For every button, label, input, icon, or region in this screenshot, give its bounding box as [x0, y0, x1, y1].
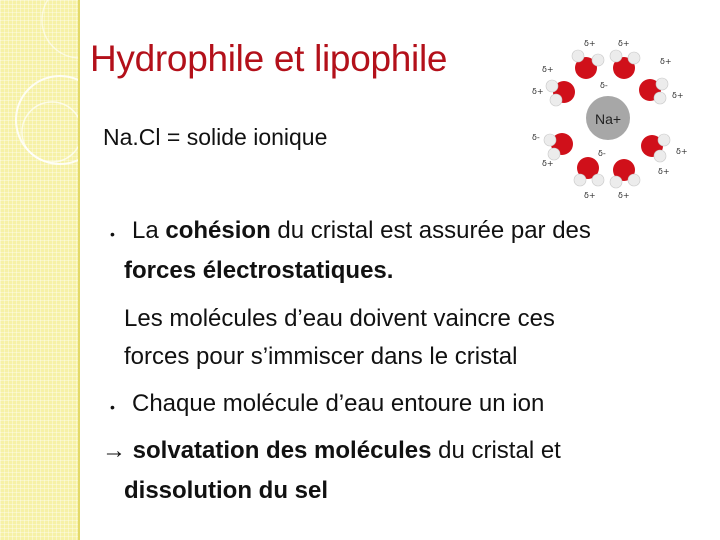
text-run: du cristal et: [431, 437, 561, 464]
text-run: La: [132, 217, 166, 244]
text-run: dissolution du sel: [124, 477, 329, 504]
delta-plus-label: δ+: [660, 57, 672, 66]
hydrogen-atom: [654, 92, 666, 104]
delta-minus-label: δ-: [600, 81, 608, 90]
delta-plus-label: δ+: [658, 167, 670, 176]
delta-plus-label: δ+: [584, 191, 596, 200]
hydrogen-atom: [592, 54, 604, 66]
hydrogen-atom: [550, 94, 562, 106]
hydrogen-atom: [628, 52, 640, 64]
hydrogen-atom: [656, 78, 668, 90]
water-molecule: [574, 157, 604, 186]
arrow-icon: →: [102, 437, 126, 464]
hydrogen-atom: [628, 174, 640, 186]
bold-term-solvation: solvatation des molécules: [132, 437, 432, 464]
sidebar-circles: [0, 0, 80, 540]
hydrogen-atom: [544, 134, 556, 146]
bold-term-cohesion: cohésion: [165, 217, 271, 244]
hydrogen-atom: [592, 174, 604, 186]
delta-plus-label: δ+: [618, 191, 630, 200]
hydrogen-atom: [546, 80, 558, 92]
ion-label: Na+: [594, 111, 622, 127]
water-molecule: [544, 133, 573, 160]
delta-plus-label: δ+: [676, 147, 688, 156]
hydrogen-atom: [574, 174, 586, 186]
water-molecule: [572, 50, 604, 79]
bold-term-dissolution: [124, 476, 328, 506]
hydrogen-atom: [572, 50, 584, 62]
hydrogen-atom: [658, 134, 670, 146]
delta-plus-label: δ+: [542, 159, 554, 168]
delta-plus-label: δ+: [584, 39, 596, 48]
hydration-diagram: [524, 28, 694, 204]
delta-plus-label: δ+: [542, 65, 554, 74]
water-molecule: [641, 134, 670, 162]
sidebar-border: [78, 0, 80, 540]
hydrogen-atom: [610, 176, 622, 188]
delta-plus-label: δ+: [618, 39, 630, 48]
paragraph-water: Les molécules d’eau doivent vaincre ces: [124, 305, 555, 332]
slide-subtitle: Na.Cl = solide ionique: [103, 124, 328, 150]
decorative-sidebar: [0, 0, 80, 540]
paragraph-solvation: [102, 436, 561, 466]
text-run: du cristal est assurée par des: [270, 217, 591, 244]
text-run: forces électrostatiques.: [124, 257, 394, 284]
slide-title: Hydrophile et lipophile: [90, 38, 448, 79]
bullet-marker: •: [110, 399, 115, 415]
paragraph-water-cont: forces pour s’immiscer dans le cristal: [124, 343, 518, 370]
delta-plus-label: δ+: [532, 87, 544, 96]
bullet-marker: •: [110, 226, 115, 242]
hydrogen-atom: [610, 50, 622, 62]
delta-minus-label: δ-: [532, 133, 540, 142]
water-molecule: [610, 50, 640, 79]
bold-term-forces: [124, 256, 393, 286]
water-molecule: [546, 80, 575, 106]
paragraph-each-molecule: Chaque molécule d’eau entoure un ion: [132, 390, 545, 417]
water-molecule: [639, 78, 668, 104]
hydrogen-atom: [654, 150, 666, 162]
water-molecule: [610, 159, 640, 188]
paragraph-cohesion: [132, 216, 591, 246]
delta-minus-label: δ-: [598, 149, 606, 158]
delta-plus-label: δ+: [672, 91, 684, 100]
